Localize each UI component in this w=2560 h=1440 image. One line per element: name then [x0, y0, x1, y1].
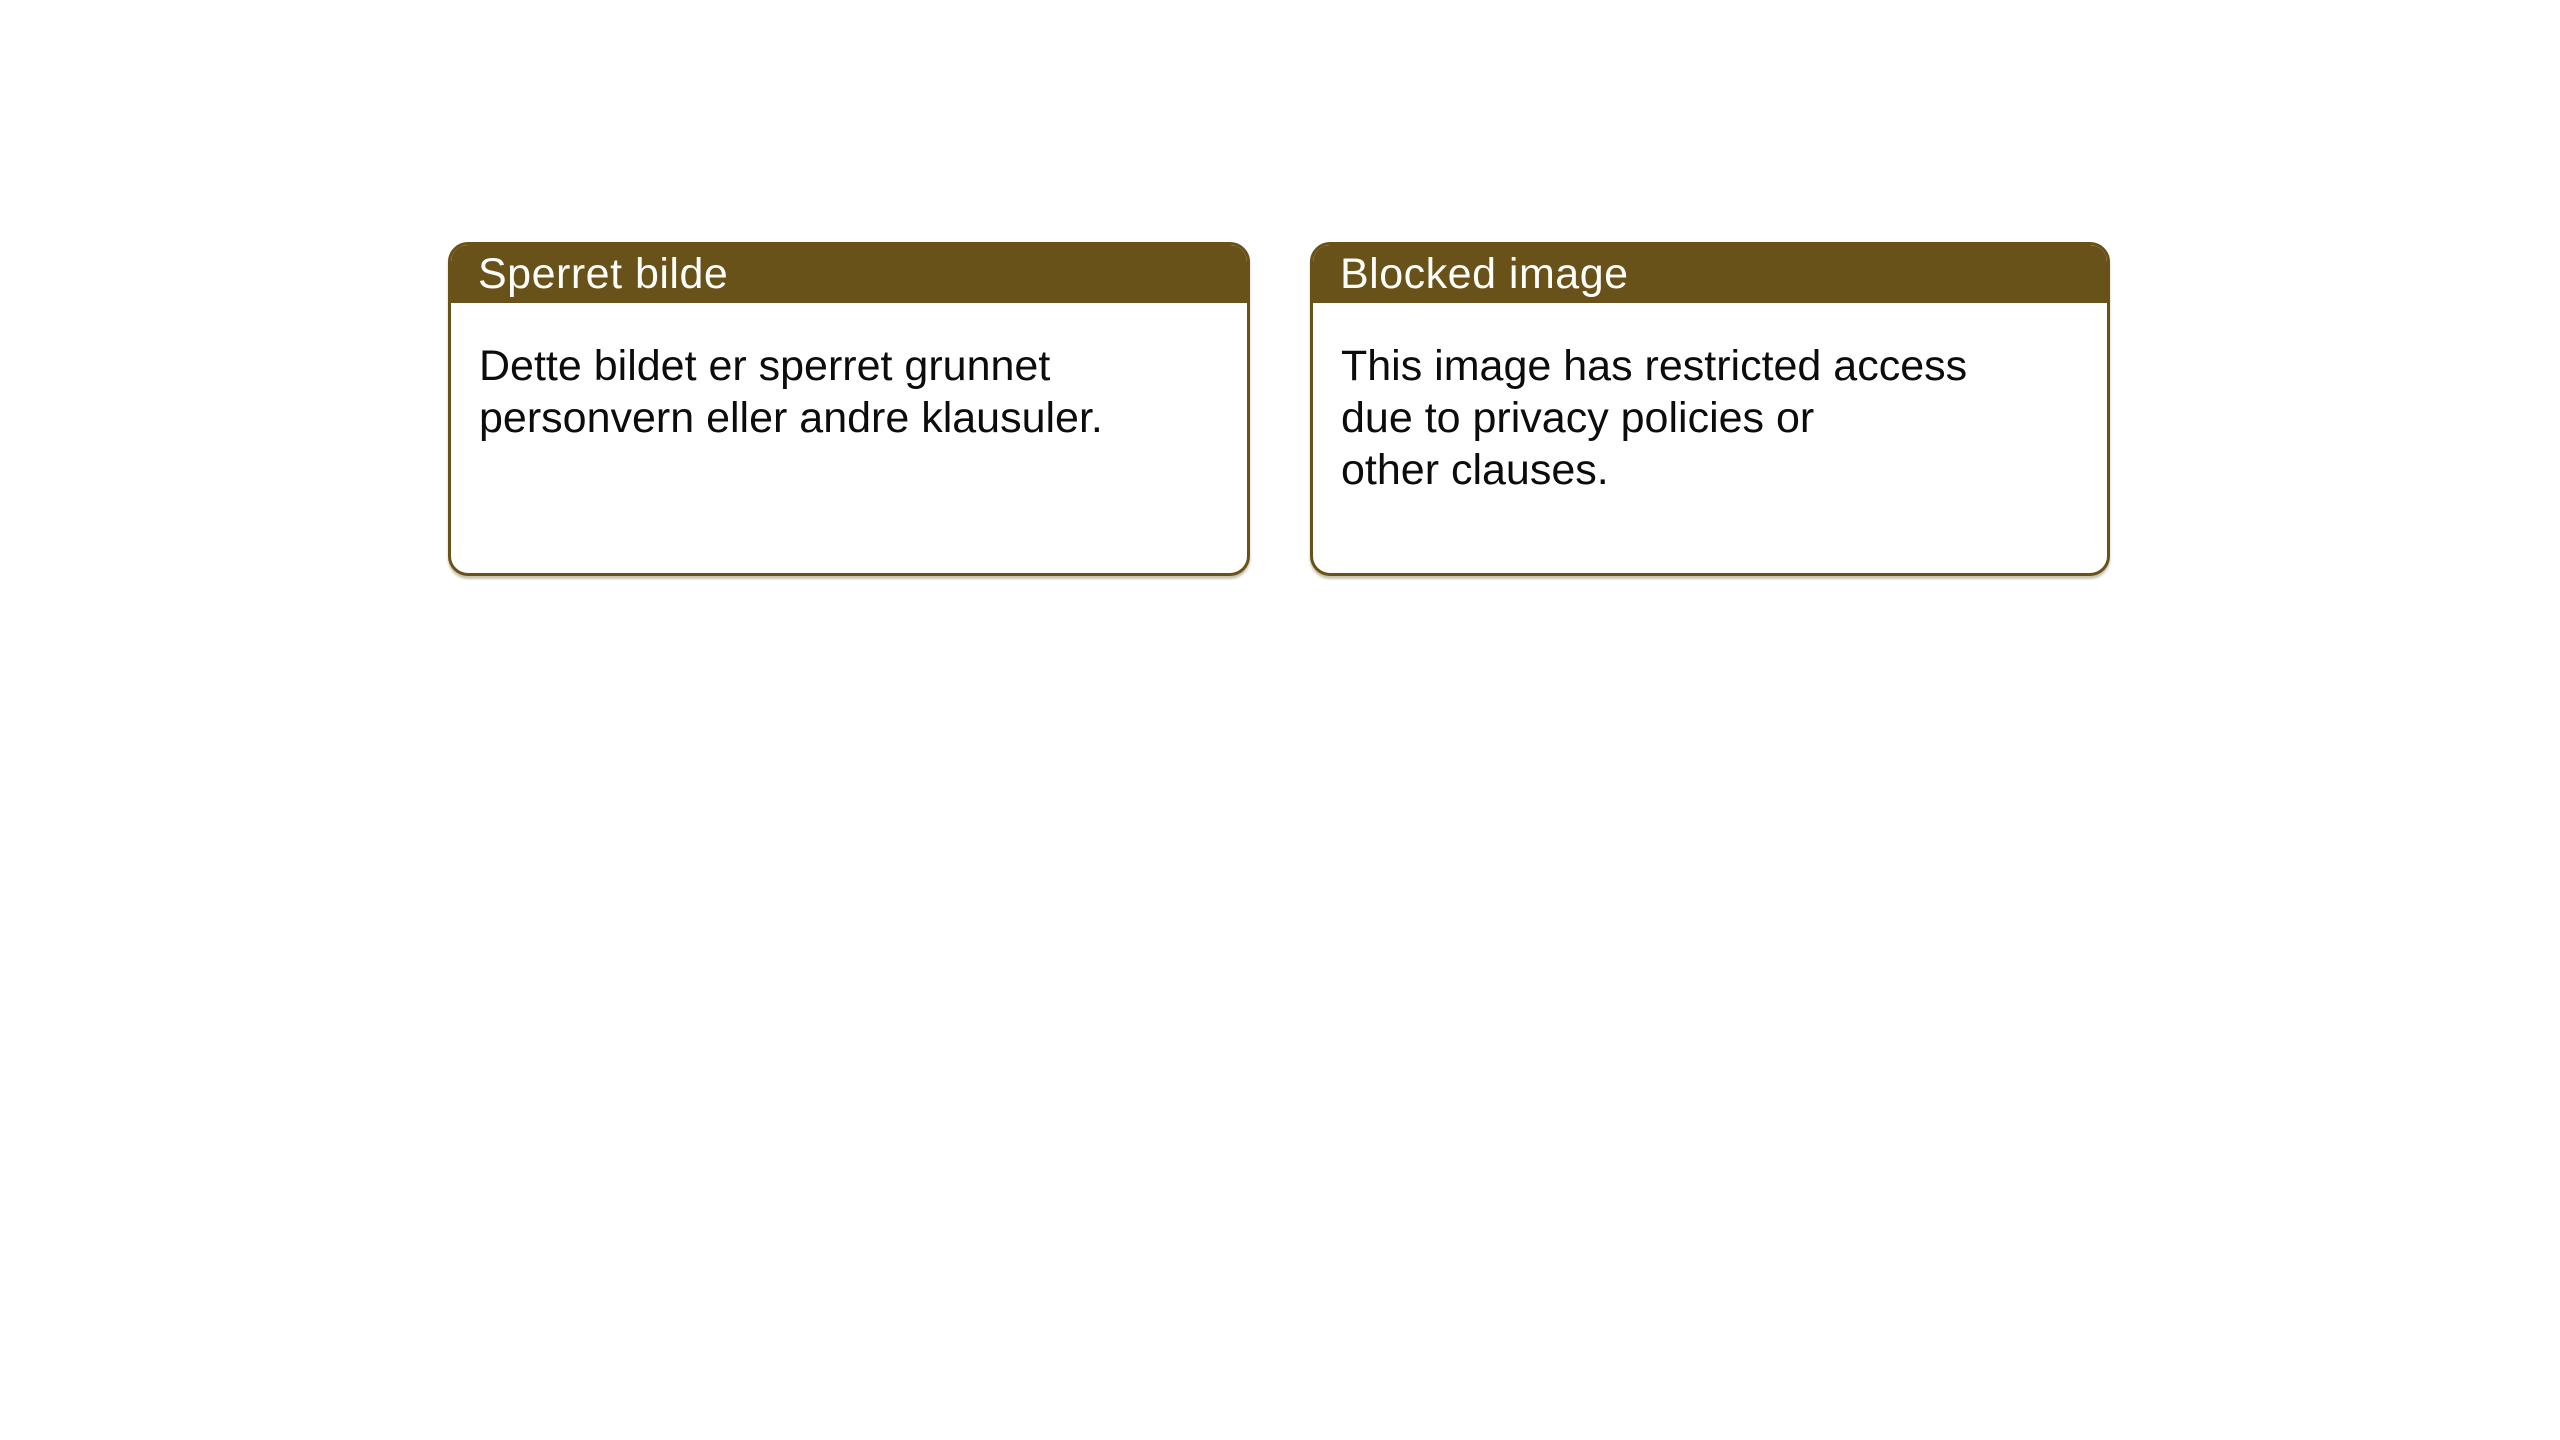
card-title-bar	[451, 245, 1247, 303]
card-body-line: due to privacy policies or	[1341, 394, 1815, 442]
card-body	[1313, 303, 2107, 496]
card-body-line: Dette bildet er sperret grunnet	[479, 342, 1051, 390]
card-title: Blocked image	[1340, 249, 1629, 298]
card-body-line: This image has restricted access	[1341, 342, 1968, 390]
card-body	[451, 303, 1247, 444]
card-title: Sperret bilde	[478, 249, 729, 298]
card-body-line: personvern eller andre klausuler.	[479, 394, 1103, 442]
blocked-image-card-norwegian	[448, 242, 1250, 576]
blocked-image-card-english	[1310, 242, 2110, 576]
card-body-line: other clauses.	[1341, 446, 1609, 494]
card-title-bar	[1313, 245, 2107, 303]
